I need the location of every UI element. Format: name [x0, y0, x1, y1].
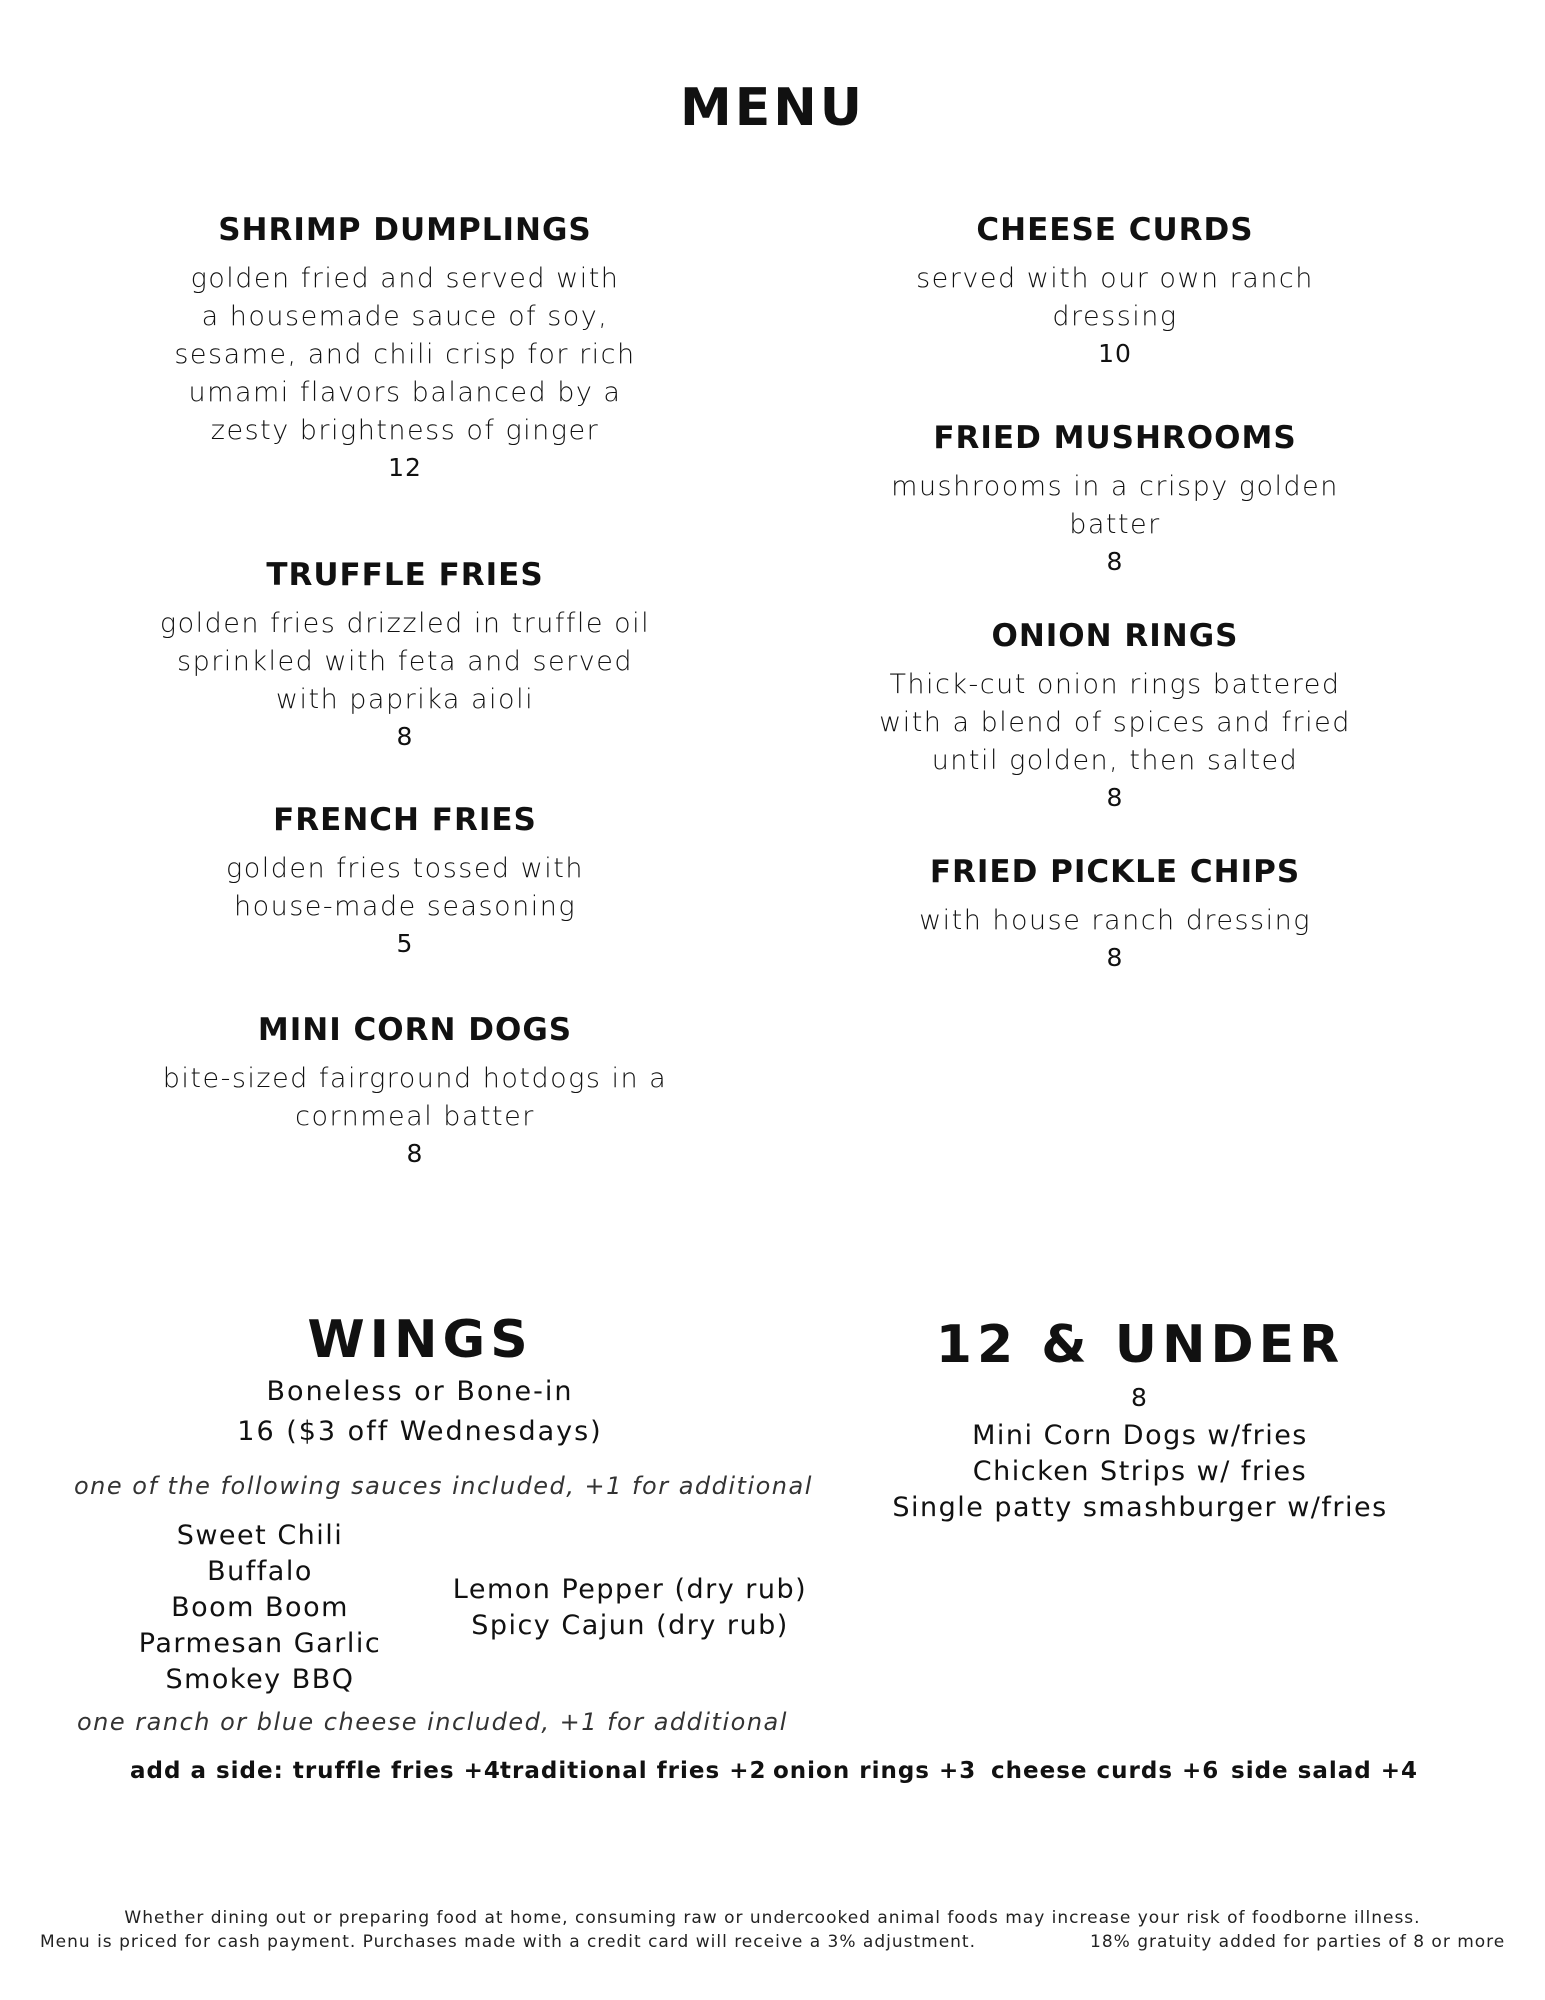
item-name: FRIED MUSHROOMS	[933, 420, 1297, 456]
item-price: 8	[406, 1139, 424, 1168]
item-name: SHRIMP DUMPLINGS	[218, 212, 592, 248]
sauce-item: Buffalo	[207, 1556, 313, 1587]
sauce-note: one of the following sauces included, +1 for additional	[74, 1472, 813, 1500]
menu-item	[850, 854, 1380, 976]
sauce-item: Sweet Chili	[176, 1520, 344, 1551]
menu-item	[850, 212, 1380, 372]
menu-item	[120, 1012, 710, 1172]
item-price: 8	[1106, 547, 1124, 576]
item-description: Thick-cut onion rings battered with a blend of spices and fried until golden, then salted	[879, 669, 1351, 776]
menu-item	[850, 420, 1380, 580]
item-price: 5	[396, 929, 414, 958]
item-name: FRIED PICKLE CHIPS	[929, 854, 1301, 890]
dip-note: one ranch or blue cheese included, +1 for additional	[77, 1708, 788, 1736]
kids-list	[860, 1418, 1420, 1526]
item-description: golden fries drizzled in truffle oil sprinkled with feta and served with paprika aioli	[159, 608, 651, 715]
sauce-item: Spicy Cajun (dry rub)	[471, 1610, 789, 1641]
item-description: bite-sized fairground hotdogs in a cornmeal batter	[162, 1063, 668, 1132]
item-name: MINI CORN DOGS	[257, 1012, 573, 1048]
sauce-item: Parmesan Garlic	[138, 1628, 382, 1659]
sauce-item: Smokey BBQ	[165, 1664, 355, 1695]
side-option: add a side: truffle fries +4	[130, 1758, 501, 1784]
menu-item	[120, 802, 690, 962]
item-name: ONION RINGS	[991, 618, 1239, 654]
wings-title: WINGS	[307, 1310, 533, 1370]
item-description: golden fries tossed with house-made seasoning	[226, 853, 584, 922]
sauce-list-left	[120, 1518, 400, 1698]
footer-disclaimer: Whether dining out or preparing food at home, consuming raw or undercooked animal foods may increase your risk of foodborne illness.	[124, 1908, 1421, 1928]
kids-item: Chicken Strips w/ fries	[972, 1456, 1308, 1487]
page-title: MENU	[679, 78, 865, 138]
item-price: 10	[1098, 339, 1132, 368]
footer-payment-note: Menu is priced for cash payment. Purchases made with a credit card will receive a 3% adjustment.	[40, 1932, 977, 1952]
item-name: CHEESE CURDS	[976, 212, 1254, 248]
item-description: mushrooms in a crispy golden batter	[891, 471, 1339, 540]
sauce-item: Lemon Pepper (dry rub)	[452, 1574, 808, 1605]
footer-gratuity-note: 18% gratuity added for parties of 8 or more	[1090, 1932, 1506, 1952]
item-description: served with our own ranch dressing	[916, 263, 1314, 332]
kids-title: 12 & UNDER	[935, 1315, 1345, 1375]
item-name: FRENCH FRIES	[273, 802, 537, 838]
item-price: 8	[1106, 783, 1124, 812]
menu-item	[120, 212, 690, 486]
menu-item	[120, 557, 690, 755]
item-description: with house ranch dressing	[919, 905, 1311, 936]
kids-item: Single patty smashburger w/fries	[892, 1492, 1388, 1523]
item-name: TRUFFLE FRIES	[266, 557, 544, 593]
item-description: golden fried and served with a housemade sauce of soy, sesame, and chili crisp for rich umami flavors balanced by a zesty brightness of ginger	[174, 263, 636, 446]
wings-type: Boneless or Bone-in	[266, 1376, 574, 1407]
item-price: 8	[396, 722, 414, 751]
side-option: cheese curds +6	[991, 1758, 1220, 1784]
kids-item: Mini Corn Dogs w/fries	[972, 1420, 1308, 1451]
side-option: side salad +4	[1231, 1758, 1419, 1784]
kids-price: 8	[1131, 1383, 1149, 1412]
item-price: 12	[388, 453, 422, 482]
side-option: onion rings +3	[773, 1758, 977, 1784]
side-option: traditional fries +2	[500, 1758, 767, 1784]
item-price: 8	[1106, 943, 1124, 972]
sauce-item: Boom Boom	[171, 1592, 349, 1623]
sauce-list-right	[450, 1572, 810, 1644]
menu-item	[850, 618, 1380, 816]
wings-price: 16 ($3 off Wednesdays)	[237, 1416, 603, 1447]
